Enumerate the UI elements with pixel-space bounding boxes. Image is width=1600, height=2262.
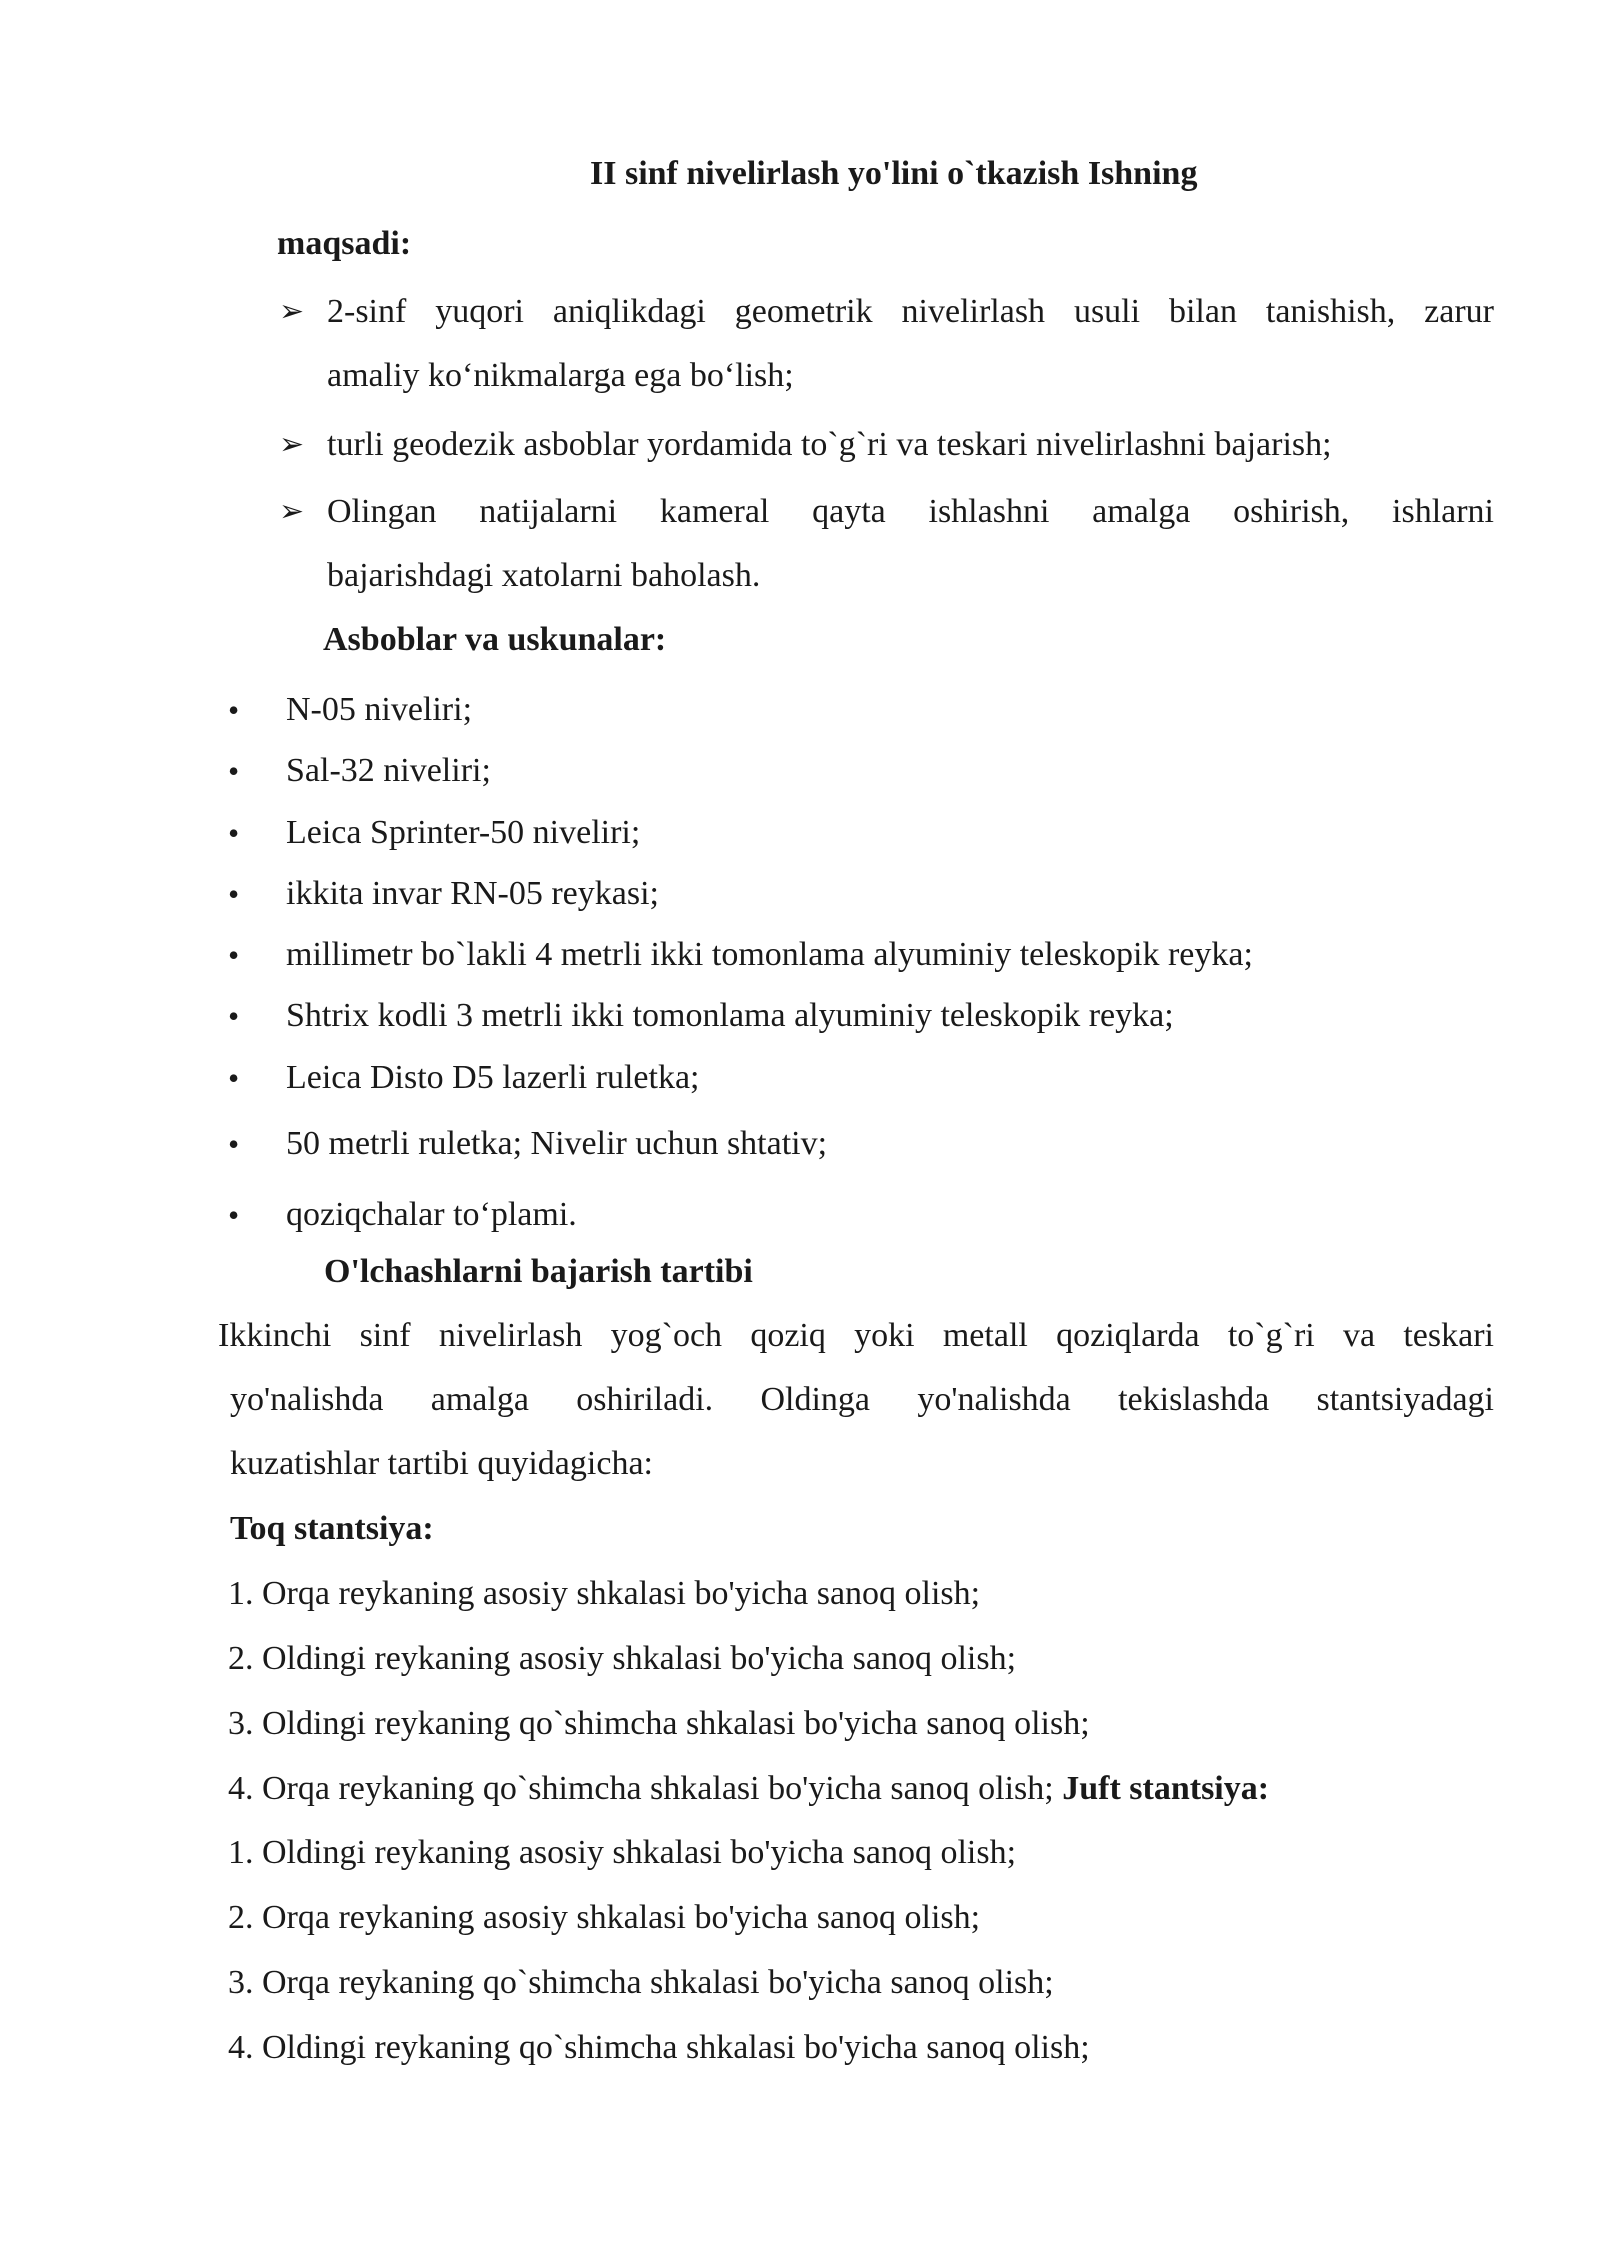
bullet-icon: • [228, 692, 240, 728]
procedure-paragraph-line2: yo'nalishda amalga oshiriladi. Oldinga yo'nalishda tekislashda stantsiyadagi [230, 1381, 1494, 1418]
procedure-paragraph-line3: kuzatishlar tartibi quyidagicha: [230, 1445, 653, 1482]
bullet-icon: • [228, 998, 240, 1034]
equipment-item: Leica Disto D5 lazerli ruletka; [286, 1059, 700, 1096]
equipment-item: millimetr bo`lakli 4 metrli ikki tomonlama alyuminiy teleskopik reyka; [286, 936, 1253, 973]
equipment-item: N-05 niveliri; [286, 691, 473, 728]
bullet-icon: • [228, 1197, 240, 1233]
even-station-step: 1. Oldingi reykaning asosiy shkalasi bo'yicha sanoq olish; [228, 1834, 1017, 1871]
equipment-item: 50 metrli ruletka; Nivelir uchun shtativ; [286, 1125, 828, 1162]
purpose-item-1-line1: 2-sinf yuqori aniqlikdagi geometrik nivelirlash usuli bilan tanishish, zarur [327, 293, 1494, 330]
even-station-step: 2. Orqa reykaning asosiy shkalasi bo'yicha sanoq olish; [228, 1899, 981, 1936]
purpose-item-1-line2: amaliy ko‘nikmalarga ega bo‘lish; [327, 357, 794, 394]
odd-station-step: 1. Orqa reykaning asosiy shkalasi bo'yicha sanoq olish; [228, 1575, 981, 1612]
bullet-icon: • [228, 937, 240, 973]
arrow-bullet-icon: ➢ [279, 428, 305, 461]
bullet-icon: • [228, 753, 240, 789]
equipment-item: ikkita invar RN-05 reykasi; [286, 875, 659, 912]
procedure-heading: O'lchashlarni bajarish tartibi [324, 1253, 753, 1290]
odd-station-heading: Toq stantsiya: [230, 1510, 434, 1547]
bullet-icon: • [228, 815, 240, 851]
odd-station-step: 3. Oldingi reykaning qo`shimcha shkalasi bo'yicha sanoq olish; [228, 1705, 1090, 1742]
bullet-icon: • [228, 876, 240, 912]
equipment-item: qoziqchalar to‘plami. [286, 1196, 577, 1233]
procedure-paragraph-line1: Ikkinchi sinf nivelirlash yog`och qoziq yoki metall qoziqlarda to`g`ri va teskari [218, 1317, 1494, 1354]
purpose-item-2-line1: turli geodezik asboblar yordamida to`g`ri va teskari nivelirlashni bajarish; [327, 426, 1332, 463]
bullet-icon: • [228, 1126, 240, 1162]
purpose-item-3-line2: bajarishdagi xatolarni baholash. [327, 557, 761, 594]
even-station-step: 4. Oldingi reykaning qo`shimcha shkalasi bo'yicha sanoq olish; [228, 2029, 1090, 2066]
even-station-step: 3. Orqa reykaning qo`shimcha shkalasi bo'yicha sanoq olish; [228, 1964, 1054, 2001]
bullet-icon: • [228, 1060, 240, 1096]
arrow-bullet-icon: ➢ [279, 495, 305, 528]
purpose-heading: maqsadi: [277, 225, 412, 262]
equipment-item: Sal-32 niveliri; [286, 752, 491, 789]
odd-station-step-with-heading [228, 1767, 1269, 1811]
arrow-bullet-icon: ➢ [279, 295, 305, 328]
purpose-item-3-line1: Olingan natijalarni kameral qayta ishlashni amalga oshirish, ishlarni [327, 493, 1494, 530]
even-station-heading: Juft stantsiya: [1062, 1770, 1270, 1807]
equipment-heading: Asboblar va uskunalar: [323, 621, 667, 658]
odd-station-step: 4. Orqa reykaning qo`shimcha shkalasi bo'yicha sanoq olish; [228, 1770, 1054, 1807]
equipment-item: Shtrix kodli 3 metrli ikki tomonlama alyuminiy teleskopik reyka; [286, 997, 1174, 1034]
odd-station-step: 2. Oldingi reykaning asosiy shkalasi bo'yicha sanoq olish; [228, 1640, 1017, 1677]
equipment-item: Leica Sprinter-50 niveliri; [286, 814, 641, 851]
page-title: II sinf nivelirlash yo'lini o`tkazish Ishning [590, 155, 1198, 192]
